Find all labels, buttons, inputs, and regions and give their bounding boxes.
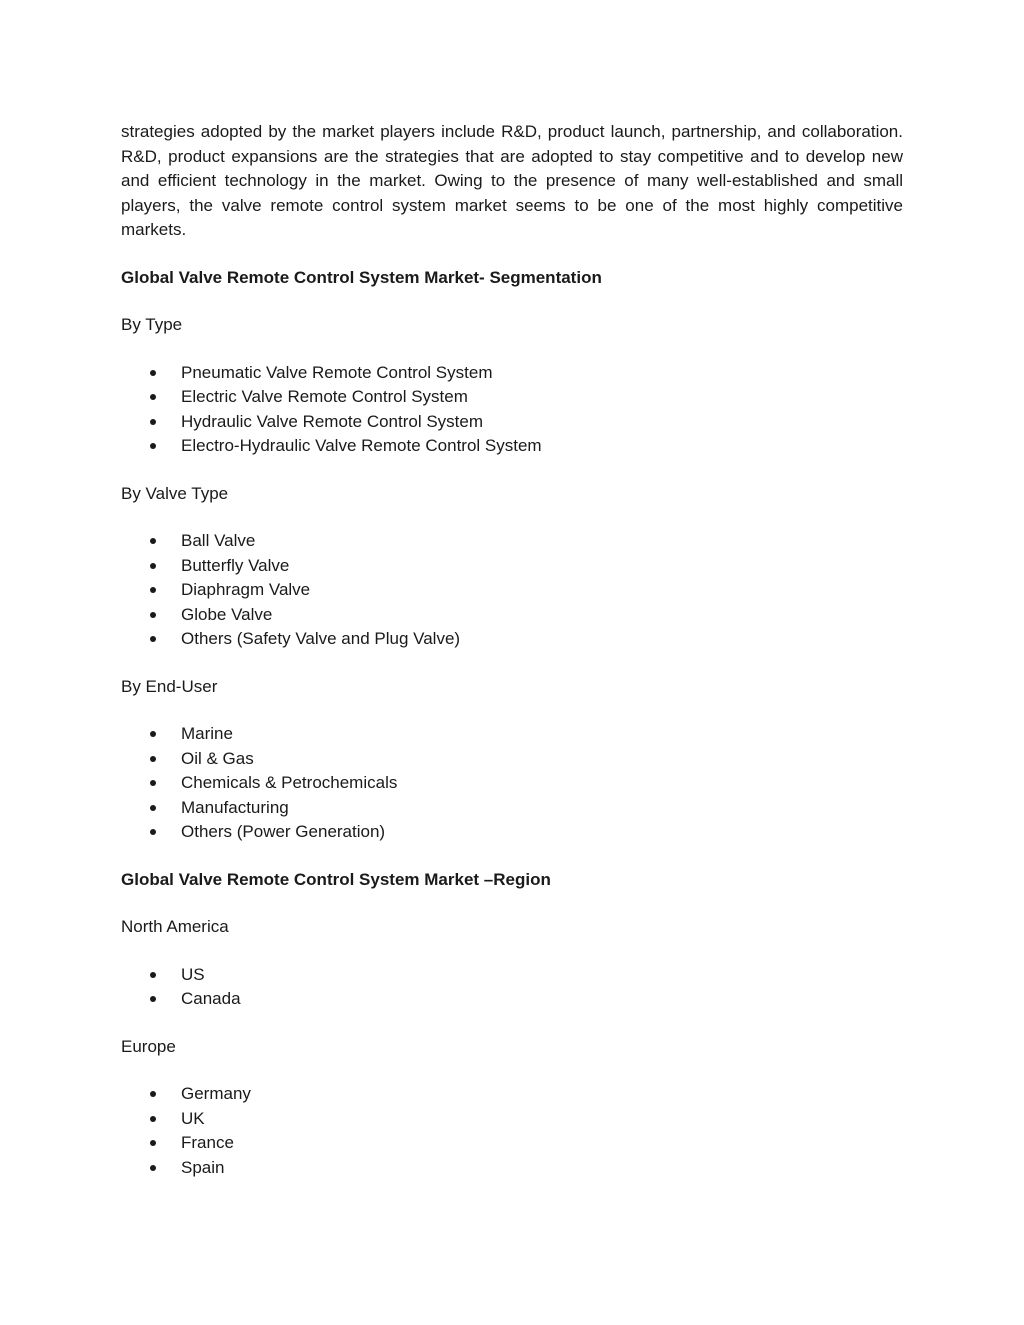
- bullet-icon: [150, 394, 156, 400]
- list-item-text: Electric Valve Remote Control System: [181, 387, 468, 406]
- list-item-text: Spain: [181, 1157, 225, 1177]
- by-end-user-list: [121, 722, 903, 845]
- segmentation-heading: Global Valve Remote Control System Market- Segmentation: [121, 267, 602, 287]
- bullet-icon: [150, 636, 156, 642]
- bullet-icon: [150, 996, 156, 1002]
- bullet-icon: [150, 370, 156, 376]
- document-page: [121, 120, 903, 1203]
- bullet-icon: [150, 587, 156, 593]
- list-item-text: Pneumatic Valve Remote Control System: [181, 362, 493, 382]
- bullet-icon: [150, 1140, 156, 1146]
- list-item: [121, 771, 903, 796]
- europe-title: Europe: [121, 1036, 176, 1056]
- list-item: [121, 1156, 903, 1181]
- list-item: [121, 1131, 903, 1156]
- list-item-text: Oil & Gas: [181, 748, 254, 768]
- list-item: [121, 361, 903, 386]
- list-item: [121, 410, 903, 435]
- list-item: [121, 820, 903, 845]
- bullet-icon: [150, 1165, 156, 1171]
- list-item: [121, 722, 903, 747]
- bullet-icon: [150, 829, 156, 835]
- bullet-icon: [150, 538, 156, 544]
- list-item-text: Others (Power Generation): [181, 822, 386, 841]
- list-item: [121, 987, 903, 1012]
- list-item-text: Chemicals & Petrochemicals: [181, 773, 398, 792]
- intro-paragraph: strategies adopted by the market players include R&D, product launch, partnership, and collaboration. R&D, product expansions are the strategies that are adopted to stay competitive and to develop new and efficient technology in the market. Owing to the presence of many well-established and small players, the valve remote control system market seems to be one of the most highly competitive markets.: [121, 122, 903, 239]
- by-type-title: By Type: [121, 315, 183, 334]
- list-item: [121, 434, 903, 459]
- list-item: [121, 1107, 903, 1132]
- list-item: [121, 627, 903, 652]
- list-item-text: Canada: [181, 989, 241, 1008]
- bullet-icon: [150, 612, 156, 618]
- list-item-text: US: [181, 964, 205, 984]
- list-item: [121, 529, 903, 554]
- north-america-list: [121, 963, 903, 1012]
- bullet-icon: [150, 731, 156, 737]
- list-item-text: Manufacturing: [181, 797, 289, 817]
- bullet-icon: [150, 563, 156, 569]
- list-item-text: Butterfly Valve: [181, 555, 290, 575]
- bullet-icon: [150, 805, 156, 811]
- list-item: [121, 554, 903, 579]
- list-item-text: France: [181, 1133, 234, 1152]
- by-valve-type-list: [121, 529, 903, 652]
- bullet-icon: [150, 972, 156, 978]
- list-item: [121, 603, 903, 628]
- list-item-text: Electro-Hydraulic Valve Remote Control System: [181, 436, 542, 455]
- bullet-icon: [150, 419, 156, 425]
- list-item: [121, 963, 903, 988]
- by-type-list: [121, 361, 903, 459]
- list-item-text: Others (Safety Valve and Plug Valve): [181, 629, 461, 648]
- list-item: [121, 385, 903, 410]
- bullet-icon: [150, 1116, 156, 1122]
- list-item-text: Ball Valve: [181, 531, 256, 550]
- list-item: [121, 1082, 903, 1107]
- bullet-icon: [150, 780, 156, 786]
- list-item-text: Globe Valve: [181, 604, 273, 624]
- list-item: [121, 578, 903, 603]
- list-item: [121, 796, 903, 821]
- list-item-text: Diaphragm Valve: [181, 580, 311, 599]
- list-item-text: Marine: [181, 724, 233, 743]
- list-item-text: Germany: [181, 1084, 251, 1103]
- list-item: [121, 747, 903, 772]
- list-item-text: Hydraulic Valve Remote Control System: [181, 411, 484, 431]
- by-end-user-title: By End-User: [121, 676, 218, 696]
- region-heading: Global Valve Remote Control System Market –Region: [121, 869, 551, 889]
- europe-list: [121, 1082, 903, 1180]
- bullet-icon: [150, 443, 156, 449]
- north-america-title: North America: [121, 917, 229, 936]
- bullet-icon: [150, 1091, 156, 1097]
- by-valve-type-title: By Valve Type: [121, 483, 229, 503]
- list-item-text: UK: [181, 1108, 205, 1128]
- bullet-icon: [150, 756, 156, 762]
